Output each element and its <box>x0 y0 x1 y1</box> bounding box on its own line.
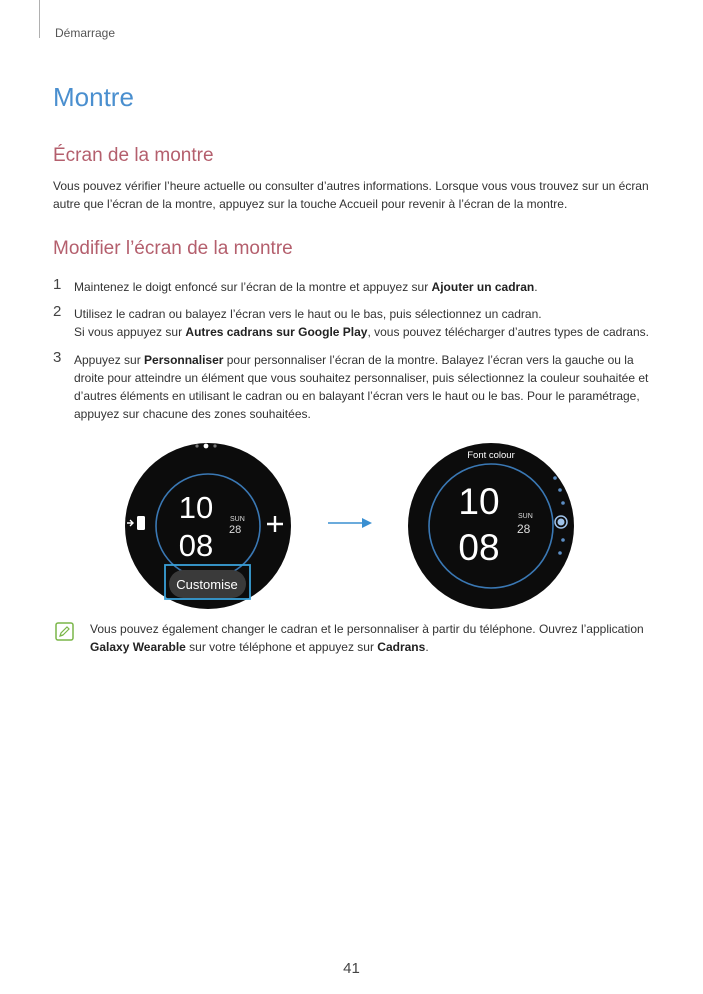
page-title: Montre <box>53 82 134 112</box>
watch-hour: 10 <box>178 490 214 525</box>
watch-face <box>408 443 574 609</box>
watch-day: SUN <box>230 516 245 523</box>
step-text-pre: Si vous appuyez sur <box>74 325 186 339</box>
step-number: 1 <box>53 276 62 293</box>
step-text-pre: Appuyez sur <box>74 353 145 367</box>
step-text-bold: Autres cadrans sur Google Play <box>185 325 368 339</box>
breadcrumb: Démarrage <box>55 26 116 40</box>
header-rule <box>39 0 40 38</box>
step-text-post: , vous pouvez télécharger d’autres types de cadrans. <box>367 325 649 339</box>
page-indicator-dot <box>195 444 198 447</box>
step-text-bold: Personnaliser <box>144 353 224 367</box>
step-text-post: . <box>534 280 538 294</box>
watch-date: 28 <box>229 524 242 536</box>
step-number: 2 <box>53 303 62 320</box>
customise-button-label: Customise <box>176 577 238 592</box>
section-heading-modify-screen: Modifier l’écran de la montre <box>53 238 293 259</box>
watch-minute: 08 <box>178 528 214 563</box>
step-text-pre: Maintenez le doigt enfoncé sur l’écran de la montre et appuyez sur <box>74 280 432 294</box>
section-heading-watch-screen: Écran de la montre <box>53 145 214 166</box>
step-text <box>74 305 654 341</box>
note-text-bold1: Galaxy Wearable <box>90 640 186 654</box>
step-number: 3 <box>53 349 62 366</box>
font-colour-label: Font colour <box>467 450 515 461</box>
customise-button[interactable] <box>169 570 246 598</box>
watch-font-colour-illustration <box>401 436 581 616</box>
note-icon <box>55 622 74 641</box>
page-indicator-dot-active <box>204 444 209 449</box>
note-text <box>90 620 650 656</box>
note-text-bold2: Cadrans <box>377 640 426 654</box>
step-text-bold: Ajouter un cadran <box>431 280 535 294</box>
step-text-line1: Utilisez le cadran ou balayez l’écran vers le haut ou le bas, puis sélectionnez un cadran. <box>74 307 542 321</box>
watch-day: SUN <box>518 513 533 520</box>
step-text-post: pour personnaliser l’écran de la montre. Balayez l’écran vers la gauche ou la droite pour atteindre un élément que vous souhaitez personnaliser, puis sélectionnez la couleur souhaitée et d’autres éléments en utilisant le cadran ou en balayant l’écran vers le haut ou le bas. Pour le paramétrage, appuyez sur chacune des zones souhaitées. <box>74 353 649 421</box>
section-body-watch-screen: Vous pouvez vérifier l’heure actuelle ou consulter d’autres informations. Lorsque vous vous trouvez sur un écran autre que l’écran de la montre, appuyez sur la touche Accueil pour revenir à l’écran de la montre. <box>53 179 649 211</box>
page-number: 41 <box>343 960 360 977</box>
watch-minute: 08 <box>458 527 500 568</box>
step-text <box>74 351 654 423</box>
note-text-post: . <box>425 640 429 654</box>
step-text <box>74 278 654 296</box>
note-text-pre: Vous pouvez également changer le cadran et le personnaliser à partir du téléphone. Ouvrez l’application <box>90 622 644 636</box>
arrow-right-icon <box>326 516 376 530</box>
watch-date: 28 <box>517 522 531 536</box>
watch-customise-illustration <box>118 436 298 616</box>
watch-hour: 10 <box>458 481 500 522</box>
note-text-mid: sur votre téléphone et appuyez sur <box>185 640 378 654</box>
page-indicator-dot <box>213 444 216 447</box>
